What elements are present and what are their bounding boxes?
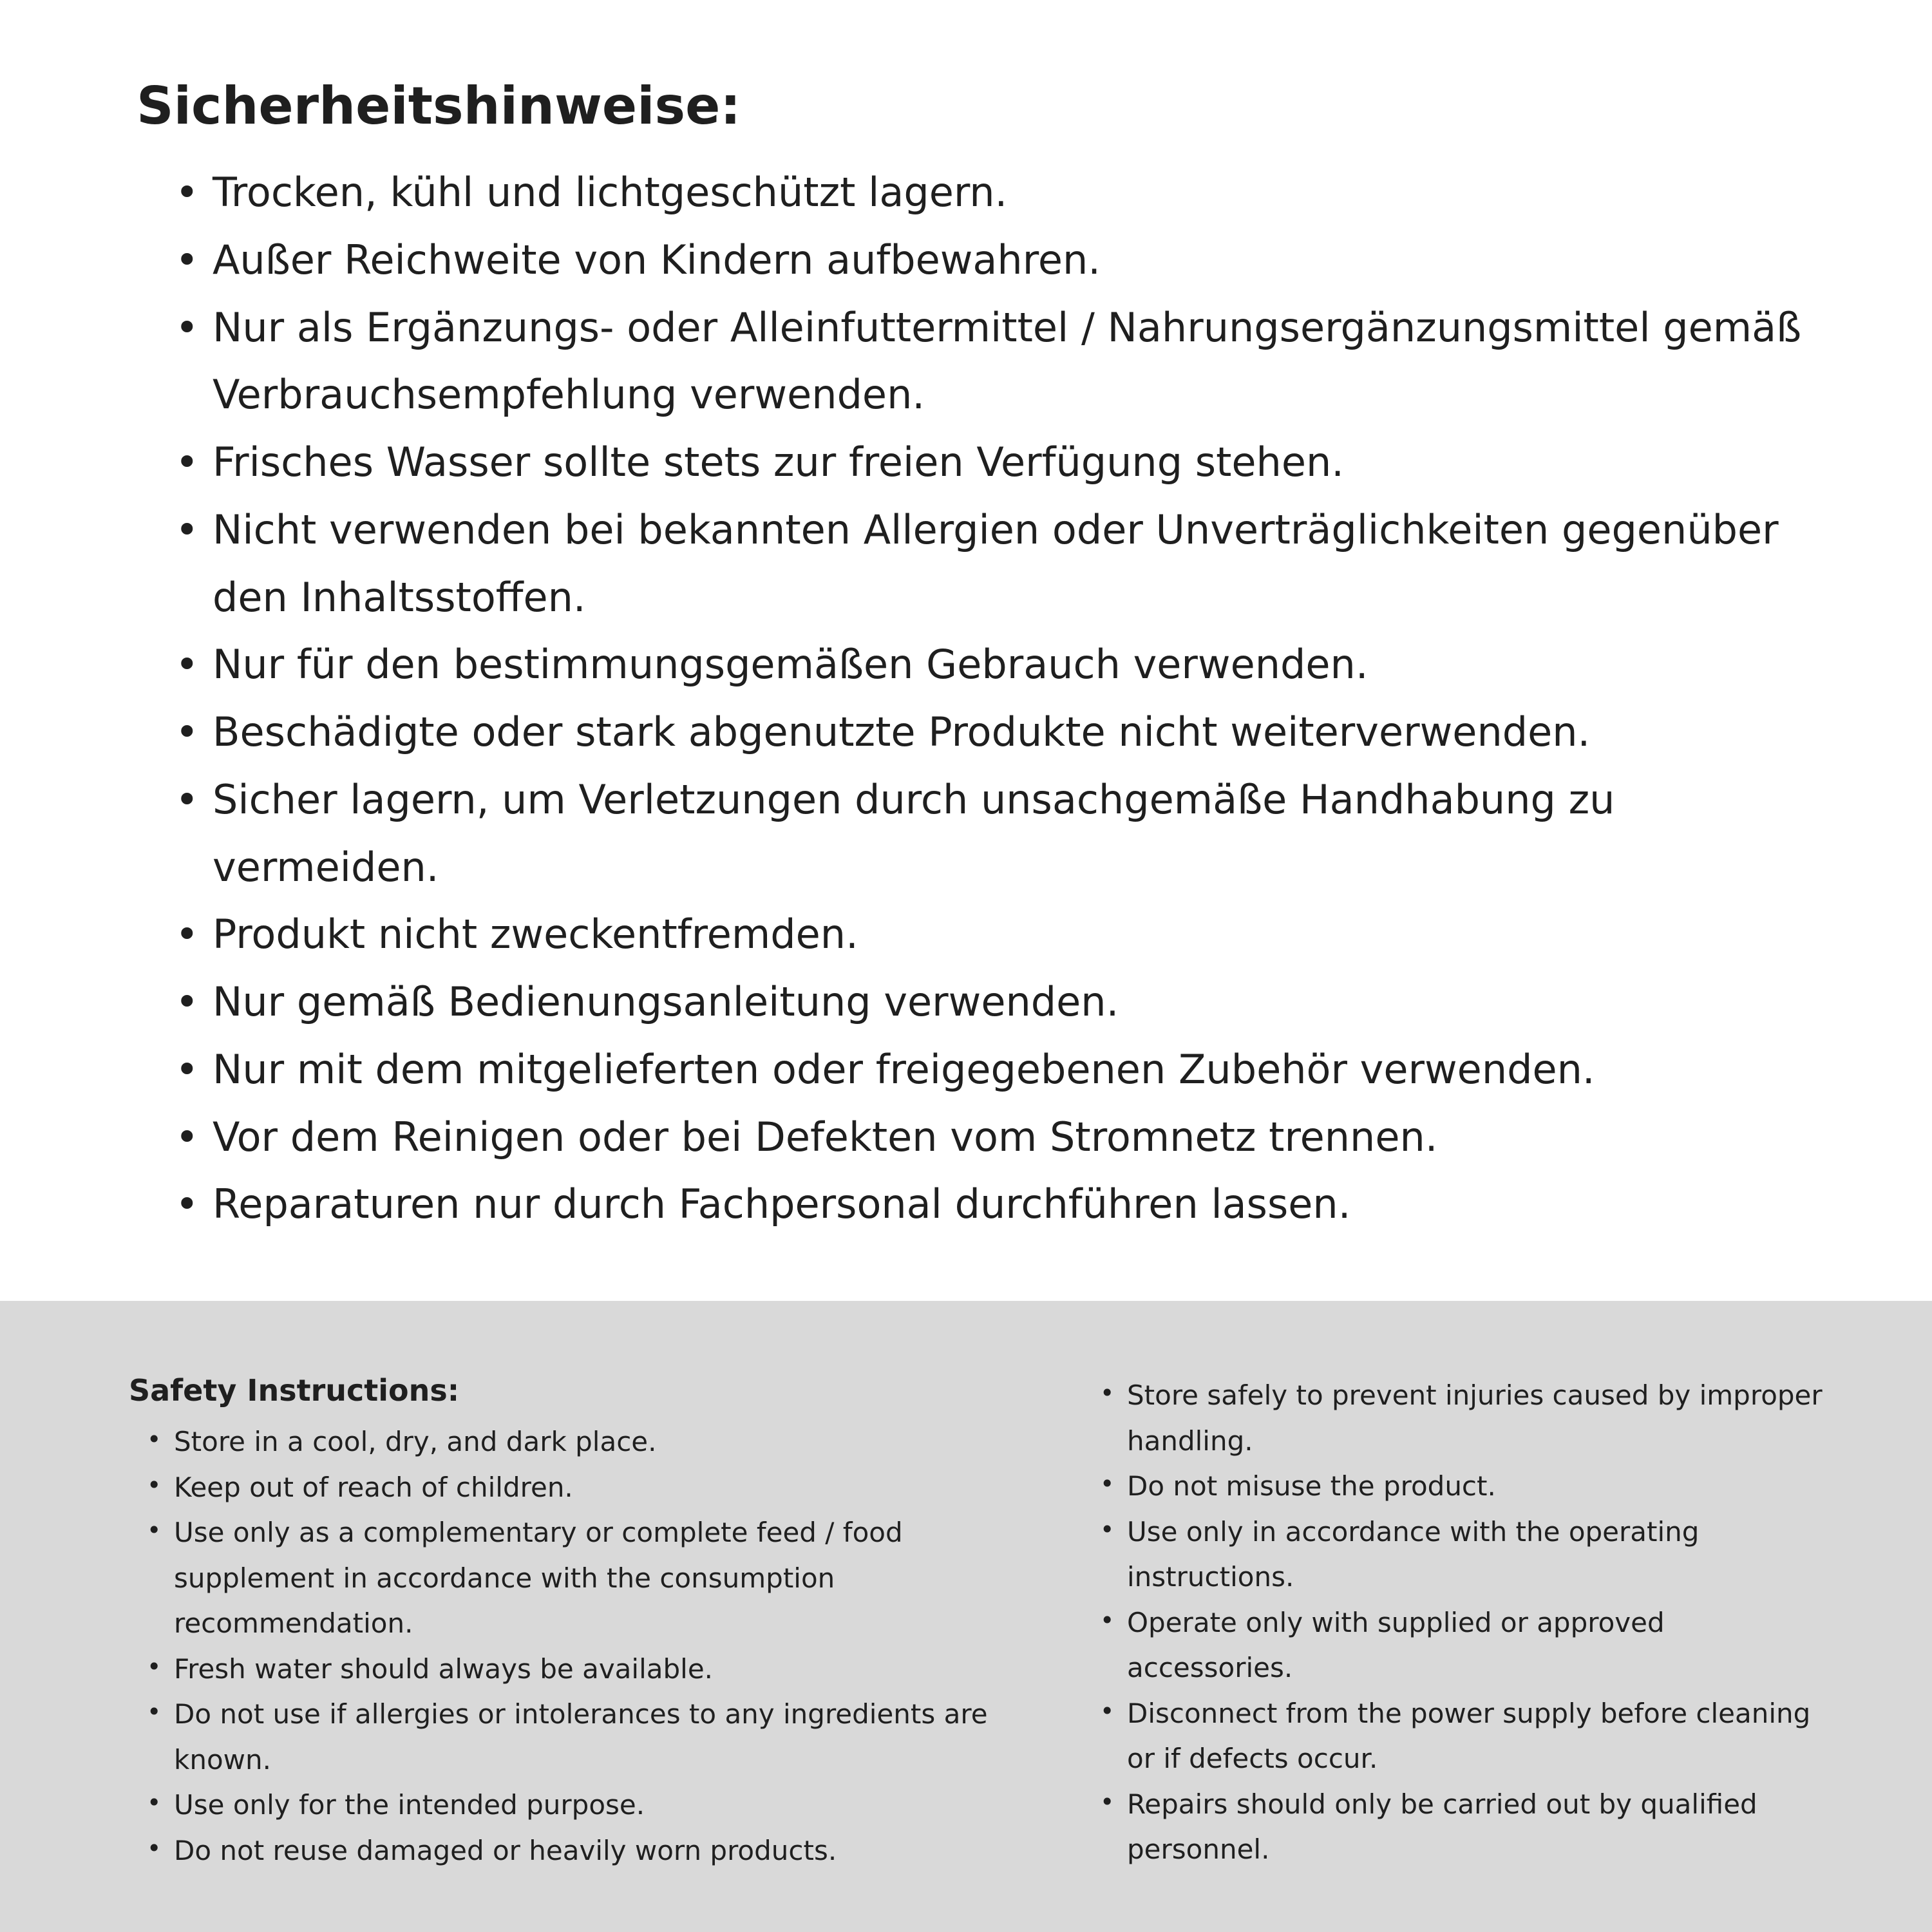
german-safety-item: • Trocken, kühl und lichtgeschützt lagern. <box>175 159 1829 227</box>
english-safety-item: • Store safely to prevent injuries caused by improper handling. <box>1100 1373 1835 1464</box>
german-safety-item: • Vor dem Reinigen oder bei Defekten vom Stromnetz trennen. <box>175 1104 1829 1171</box>
english-safety-item: • Keep out of reach of children. <box>147 1465 1005 1511</box>
german-safety-item: • Frisches Wasser sollte stets zur freien Verfügung stehen. <box>175 429 1829 497</box>
german-safety-item: • Nur mit dem mitgelieferten oder freigegebenen Zubehör verwenden. <box>175 1036 1829 1104</box>
english-right-column <box>1082 1373 1835 1873</box>
english-safety-section <box>0 1301 1932 1932</box>
english-safety-list-left <box>129 1419 1005 1873</box>
english-safety-item: • Use only as a complementary or complete feed / food supplement in accordance with the consumption recommendation. <box>147 1510 1005 1647</box>
german-safety-item: • Beschädigte oder stark abgenutzte Produkte nicht weiterverwenden. <box>175 699 1829 766</box>
german-safety-item: • Außer Reichweite von Kindern aufbewahren. <box>175 227 1829 294</box>
english-safety-heading: Safety Instructions: <box>129 1373 460 1408</box>
german-safety-item: • Nur gemäß Bedienungsanleitung verwenden. <box>175 969 1829 1036</box>
english-safety-item: • Use only for the intended purpose. <box>147 1783 1005 1828</box>
german-safety-item: • Produkt nicht zweckentfremden. <box>175 901 1829 969</box>
english-safety-item: • Fresh water should always be available. <box>147 1647 1005 1692</box>
english-safety-item: • Disconnect from the power supply before cleaning or if defects occur. <box>1100 1691 1835 1782</box>
german-safety-item: • Sicher lagern, um Verletzungen durch unsachgemäße Handhabung zu vermeiden. <box>175 766 1829 902</box>
english-safety-item: • Do not use if allergies or intolerances to any ingredients are known. <box>147 1692 1005 1783</box>
english-safety-item: • Do not reuse damaged or heavily worn products. <box>147 1828 1005 1874</box>
english-safety-item: • Operate only with supplied or approved accessories. <box>1100 1600 1835 1691</box>
english-safety-item: • Use only in accordance with the operating instructions. <box>1100 1510 1835 1600</box>
english-left-column <box>129 1373 1005 1873</box>
german-safety-item: • Nur als Ergänzungs- oder Alleinfuttermittel / Nahrungsergänzungsmittel gemäß Verbrauchsempfehlung verwenden. <box>175 294 1829 430</box>
english-safety-item: • Store in a cool, dry, and dark place. <box>147 1419 1005 1465</box>
german-safety-heading: Sicherheitshinweise: <box>137 76 741 136</box>
english-safety-item: • Repairs should only be carried out by qualified personnel. <box>1100 1782 1835 1873</box>
german-safety-list <box>137 159 1829 1238</box>
german-safety-item: • Reparaturen nur durch Fachpersonal durchführen lassen. <box>175 1171 1829 1238</box>
german-safety-item: • Nur für den bestimmungsgemäßen Gebrauch verwenden. <box>175 631 1829 699</box>
english-safety-item: • Do not misuse the product. <box>1100 1464 1835 1510</box>
german-safety-item: • Nicht verwenden bei bekannten Allergien oder Unverträglichkeiten gegenüber den Inhaltsstoffen. <box>175 497 1829 632</box>
english-safety-list-right <box>1082 1373 1835 1873</box>
